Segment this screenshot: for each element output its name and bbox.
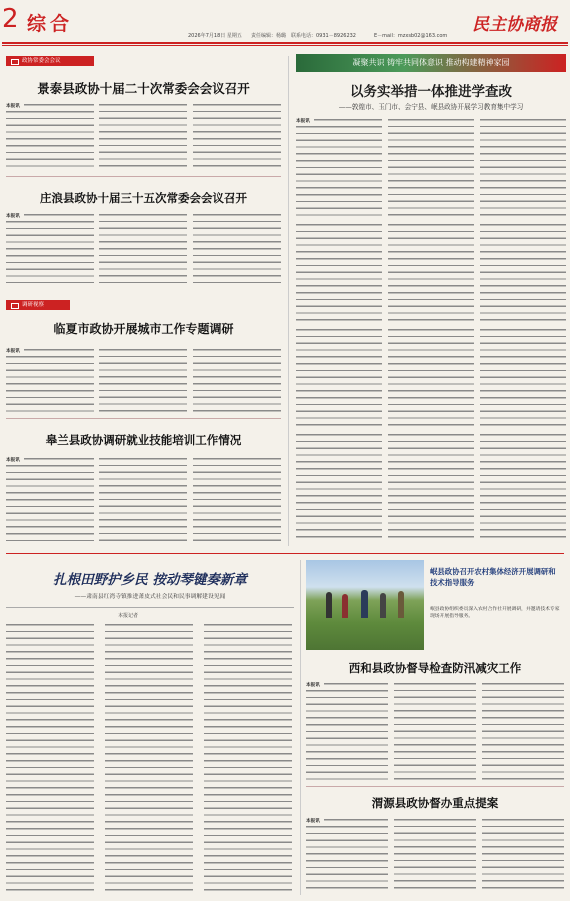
body-text — [480, 119, 566, 219]
section-separator — [6, 553, 564, 554]
column-divider — [288, 56, 289, 546]
body-text — [193, 458, 281, 545]
article-zhuanglang — [6, 213, 281, 283]
newspaper-logo: 民主协商报 — [472, 15, 557, 35]
masthead-editor: 责任编辑：杨璐 — [251, 33, 287, 39]
body-text — [6, 356, 94, 412]
body-text — [482, 683, 564, 780]
body-text — [193, 349, 281, 412]
photo-figure — [398, 591, 404, 618]
body-text — [314, 119, 382, 125]
body-text — [99, 104, 187, 169]
article-jingtai — [6, 103, 281, 171]
feature-headline-box — [6, 564, 294, 608]
page-number: 2 — [2, 4, 19, 34]
body-text — [6, 624, 94, 892]
byline-sunan: 本报记者 — [118, 613, 139, 619]
body-text — [6, 465, 94, 545]
body-text — [480, 434, 566, 541]
photo-figure — [326, 592, 332, 618]
body-text — [394, 819, 476, 894]
article-xihe — [306, 682, 564, 782]
body-text — [306, 690, 388, 780]
masthead-email: E－mail：mzxsb02@163.com — [374, 33, 448, 39]
masthead-rule — [2, 42, 568, 44]
body-text — [306, 826, 388, 894]
body-text — [99, 214, 187, 283]
byline: 本报讯 — [6, 349, 20, 354]
byline: 本报讯 — [306, 819, 320, 824]
rule — [6, 418, 281, 419]
body-text — [99, 458, 187, 545]
body-text — [388, 329, 474, 429]
byline: 本报讯 — [6, 104, 20, 109]
section-bar-research: 调研视察 — [6, 300, 70, 310]
photo-figure — [361, 590, 368, 618]
rule — [306, 786, 564, 787]
body-text — [388, 434, 474, 541]
headline-sunan: 扎根田野护乡民 按动琴键奏新章 — [53, 572, 247, 588]
body-text — [394, 683, 476, 780]
body-text — [388, 119, 474, 219]
body-text — [296, 434, 382, 541]
headline-study: 以务实举措一体推进学查改 — [350, 84, 512, 100]
headline-jingtai: 景泰县政协十届二十次常委会会议召开 — [37, 81, 250, 96]
body-text — [480, 329, 566, 429]
headline-xihe: 西和县政协督导检查防汛减灾工作 — [348, 661, 522, 675]
body-text — [296, 329, 382, 429]
body-text — [193, 214, 281, 283]
body-text — [193, 104, 281, 169]
body-text — [6, 111, 94, 169]
subheadline-study: ——敦煌市、玉门市、会宁县、岷县政协开展学习教育集中学习 — [338, 103, 524, 111]
kicker-banner: 凝聚共识 铸牢共同体意识 推动构建精神家园 — [296, 54, 566, 72]
headline-gaolan: 皋兰县政协调研就业技能培训工作情况 — [45, 433, 242, 447]
body-text — [24, 458, 94, 464]
headline-zhuanglang: 庄浪县政协十届三十五次常委会会议召开 — [40, 191, 247, 205]
body-text — [24, 214, 94, 220]
byline: 本报讯 — [6, 458, 20, 463]
body-text — [388, 224, 474, 324]
headline-linxia: 临夏市政协开展城市工作专题调研 — [53, 322, 234, 336]
rule — [6, 176, 281, 177]
masthead-rule-thin — [2, 45, 568, 46]
photo-minxian — [306, 560, 424, 650]
headline-weiyuan: 渭源县政协督办重点提案 — [371, 796, 499, 810]
body-text — [296, 126, 382, 219]
masthead-phone: 联系电话：0931－8926232 — [291, 33, 356, 39]
byline: 本报讯 — [6, 214, 20, 219]
photo-figure — [380, 593, 386, 618]
body-text — [324, 819, 388, 825]
body-text — [24, 349, 94, 355]
article-gaolan — [6, 457, 281, 547]
article-study — [296, 118, 566, 543]
article-linxia — [6, 348, 281, 413]
article-weiyuan — [306, 818, 564, 896]
body-text — [105, 624, 193, 892]
section-bar-work: 政协常委会会议 — [6, 56, 94, 66]
body-text — [99, 349, 187, 412]
headline-minxian: 岷县政协召开农村集体经济开展调研和技术指导服务 — [430, 567, 556, 587]
body-text — [296, 224, 382, 324]
article-sunan — [6, 624, 294, 894]
subheadline-sunan: ——肃南县红湾寺镇推进萧皮式社会民和民事调解建设见闻 — [74, 594, 226, 600]
byline: 本报讯 — [296, 119, 310, 124]
section-name: 综合 — [27, 13, 74, 35]
column-divider — [300, 560, 301, 895]
body-text — [482, 819, 564, 894]
photo-figure — [342, 594, 348, 618]
body-text — [24, 104, 94, 110]
body-text — [204, 624, 292, 892]
byline: 本报讯 — [306, 683, 320, 688]
body-text — [324, 683, 388, 689]
masthead-date: 2026年7月18日 星期五 — [188, 33, 242, 39]
body-text — [6, 221, 94, 283]
body-text — [480, 224, 566, 324]
caption-minxian: 岷县政协组织委员深入农村合作社开展调研，并邀请技术专家现场开展指导服务。 — [430, 607, 560, 619]
